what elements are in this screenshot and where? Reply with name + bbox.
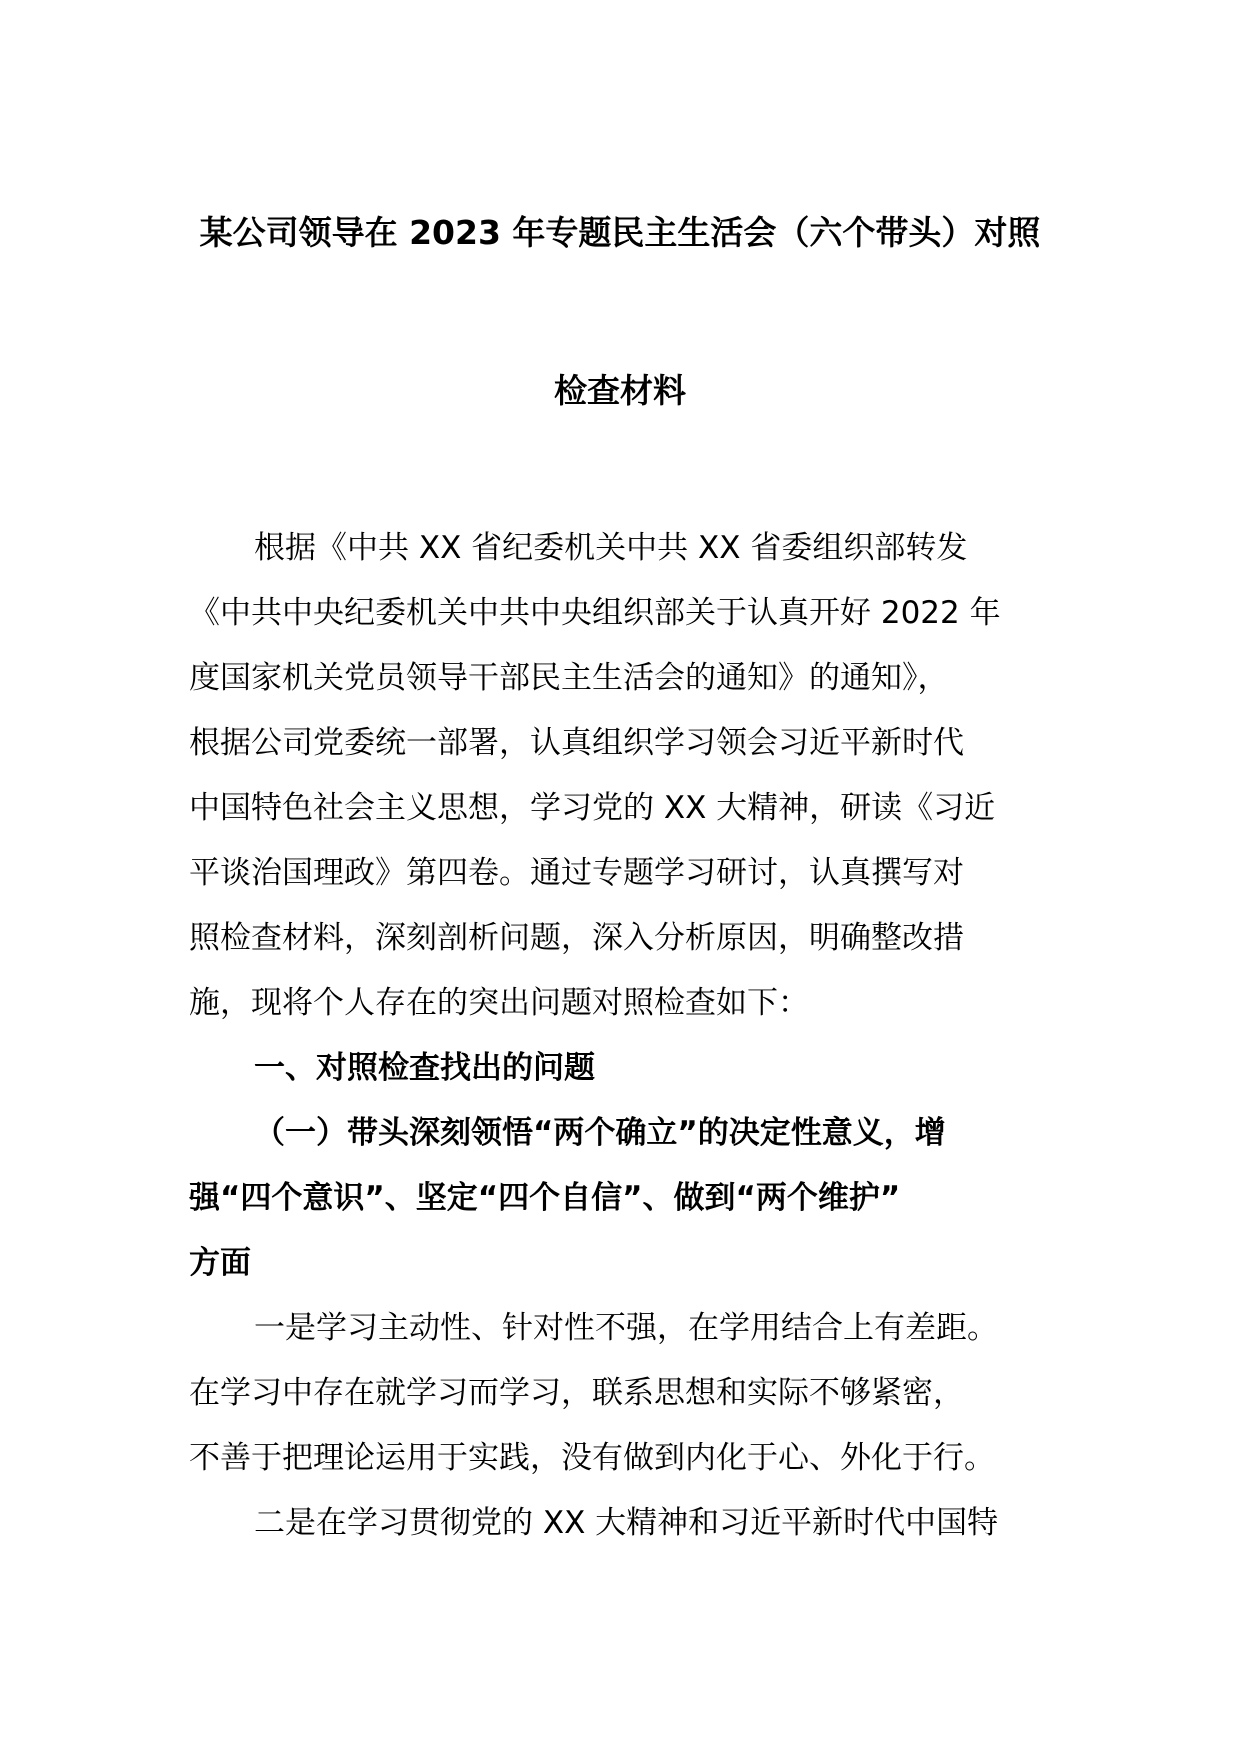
subsection-heading-line-2: 强“四个意识”、坚定“四个自信”、做到“两个维护” xyxy=(189,1180,901,1216)
intro-line-3: 度国家机关党员领导干部民主生活会的通知》的通知》， xyxy=(189,660,949,696)
point-1-line-3: 不善于把理论运用于实践，没有做到内化于心、外化于行。 xyxy=(189,1440,995,1476)
intro-line-2: 《中共中央纪委机关中共中央组织部关于认真开好 2022 年 xyxy=(189,595,1001,631)
section-heading-1: 一、对照检查找出的问题 xyxy=(254,1050,595,1086)
intro-line-8: 施，现将个人存在的突出问题对照检查如下： xyxy=(189,985,809,1021)
subsection-heading-line-1: （一）带头深刻领悟“两个确立”的决定性意义，增 xyxy=(254,1115,946,1151)
intro-line-5: 中国特色社会主义思想，学习党的 XX 大精神，研读《习近 xyxy=(189,790,996,826)
point-2-line-1: 二是在学习贯彻党的 XX 大精神和习近平新时代中国特 xyxy=(254,1505,999,1541)
point-1-line-2: 在学习中存在就学习而学习，联系思想和实际不够紧密， xyxy=(189,1375,964,1411)
document-title-line-2: 检查材料 xyxy=(554,371,686,410)
document-title-line-1: 某公司领导在 2023 年专题民主生活会（六个带头）对照 xyxy=(199,213,1041,252)
point-1-line-1: 一是学习主动性、针对性不强，在学用结合上有差距。 xyxy=(254,1310,998,1346)
intro-line-4: 根据公司党委统一部署，认真组织学习领会习近平新时代 xyxy=(189,725,964,761)
intro-line-1: 根据《中共 XX 省纪委机关中共 XX 省委组织部转发 xyxy=(254,530,968,566)
subsection-heading-line-3: 方面 xyxy=(189,1245,251,1281)
intro-line-6: 平谈治国理政》第四卷。通过专题学习研讨，认真撰写对 xyxy=(189,855,964,891)
intro-line-7: 照检查材料，深刻剖析问题，深入分析原因，明确整改措 xyxy=(189,920,964,956)
